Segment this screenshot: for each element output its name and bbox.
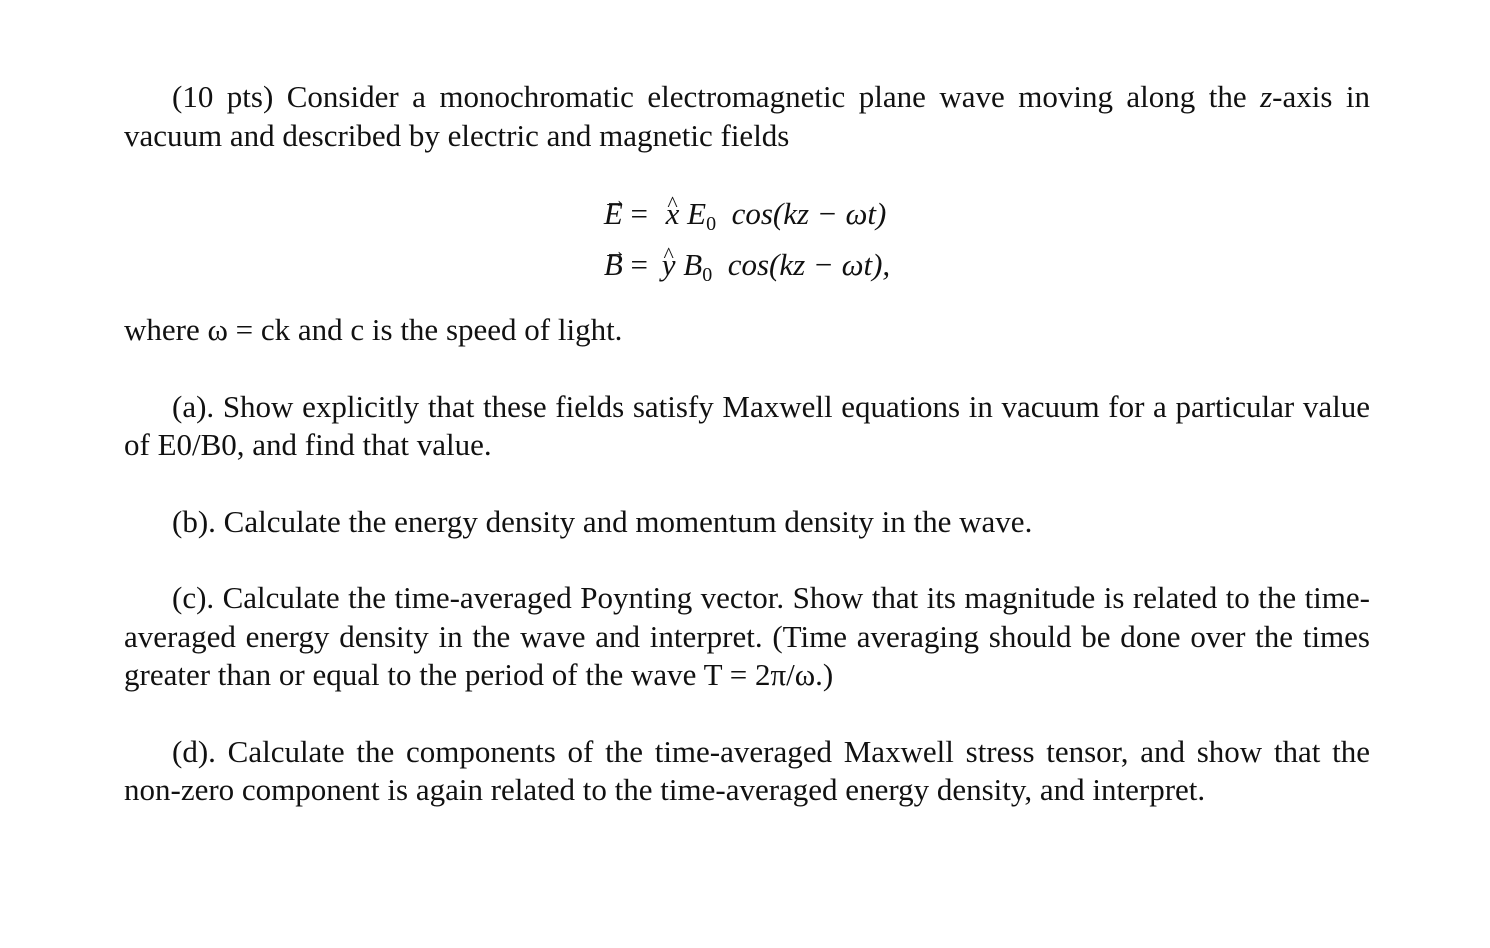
part-b-text: Calculate the energy density and momentum density in the wave. [223, 503, 1033, 539]
b-amplitude: $B_0$ [683, 247, 713, 286]
b-field-rhs [662, 239, 890, 290]
where-clause [124, 311, 1370, 350]
y-unit-vector: ^ y [662, 239, 676, 290]
problem-intro [124, 78, 1370, 155]
b-field-argument: cos(kz − ωt), [727, 247, 891, 282]
where-text: where ω = ck and c is the speed of light. [124, 312, 623, 347]
part-c [124, 579, 1370, 695]
part-d [124, 733, 1370, 810]
intro-text: (10 pts) Consider a monochromatic electromagnetic plane wave moving along the z-axis in vacuum and described by electric and magnetic fields [124, 79, 1370, 153]
part-b [124, 503, 1370, 542]
e-amplitude: $E_0$ [687, 196, 717, 235]
part-b-label: (b). [172, 503, 216, 539]
part-c-text: Calculate the time-averaged Poynting vector. Show that its magnitude is related to the time-averaged energy density in the wave and interpret. (Time averaging should be done over the times greater than or equal to the period of the wave T = 2π/ω.) [124, 580, 1370, 692]
part-d-label: (d). [172, 733, 216, 769]
field-equations [124, 188, 1370, 290]
x-unit-vector: ^ x [666, 188, 680, 239]
part-a-label: (a). [172, 388, 215, 424]
problem-document [124, 78, 1370, 810]
b-field-symbol: → B [604, 239, 623, 290]
e-field-lhs: → E = [604, 188, 662, 239]
part-a-text: Show explicitly that these fields satisfy Maxwell equations in vacuum for a particular value of E0/B0, and find that value. [124, 388, 1371, 462]
e-field-rhs [662, 188, 890, 239]
part-c-label: (c). [172, 580, 215, 615]
part-d-text: Calculate the components of the time-averaged Maxwell stress tensor, and show that the non-zero component is again related to the time-averaged energy density, and interpret. [124, 733, 1370, 807]
e-field-argument: cos(kz − ωt) [731, 196, 887, 231]
part-a [124, 388, 1370, 465]
e-field-symbol: → E [604, 188, 623, 239]
b-field-lhs: → B = [604, 239, 662, 290]
